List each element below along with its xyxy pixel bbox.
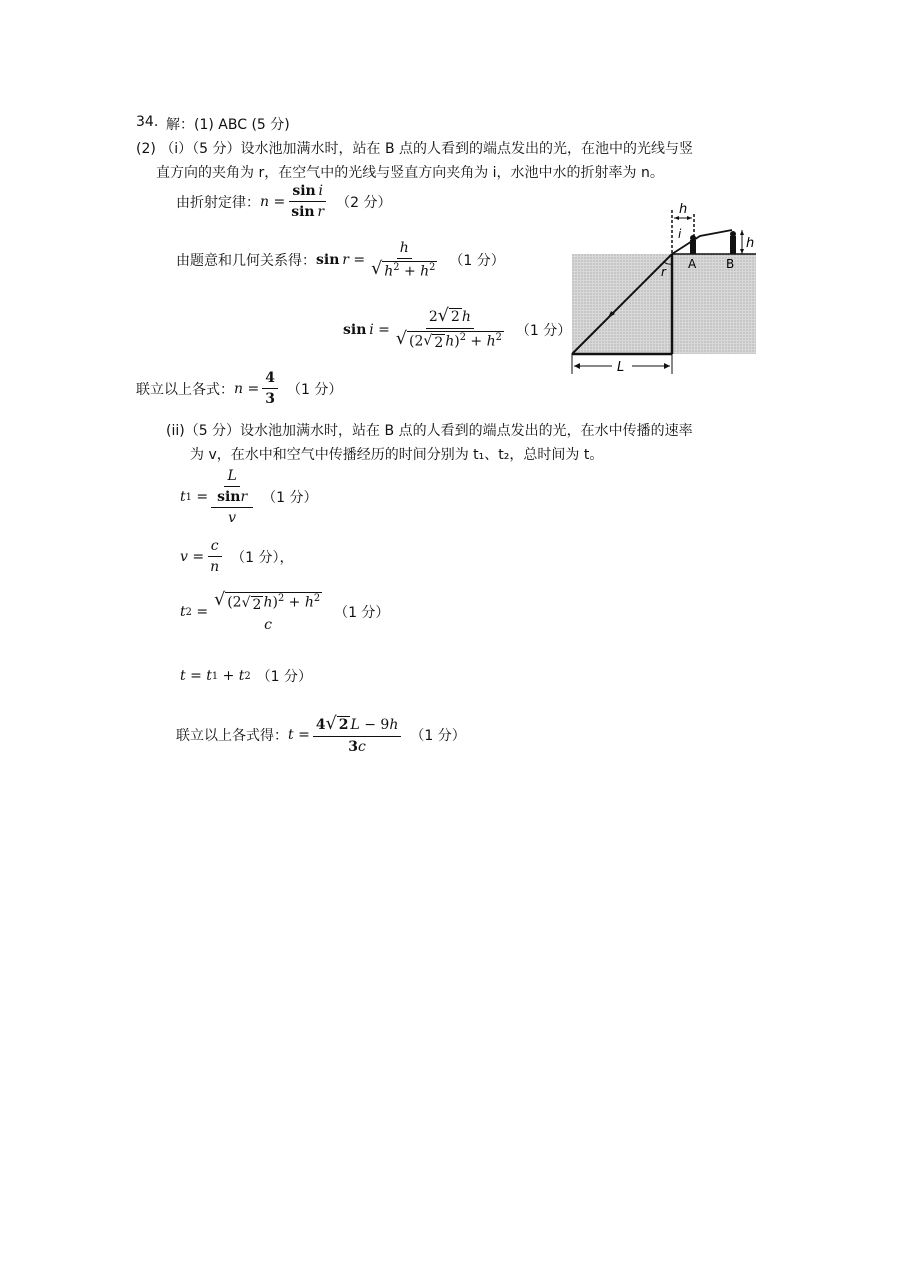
v-equation: v = $\frac{c}{n}$ （1 分）， — [180, 538, 294, 575]
t-sum-equation: t = t 1 + t 2 （1 分） — [180, 668, 313, 685]
part-ii-lead-line1: (ii)（5 分）设水池加满水时，站在 B 点的人看到的端点发出的光，在水中传播的速率 — [166, 423, 693, 439]
n-value-den: 3 — [265, 391, 275, 407]
snell-law-score: （2 分） — [336, 194, 392, 211]
label-i: i — [678, 227, 682, 241]
final-equation: 联立以上各式得： t = 4 √ 2 L − 9h 3c （1 分） — [176, 714, 466, 755]
t1-equation: t 1 = $\frac{\frac{L}{\sin r}}{v}$ （1 分） — [180, 468, 318, 526]
t2-equation: t 2 = √ (2 √ 2 $h)^2 + h^2$ c （1 分） — [180, 590, 390, 633]
part-ii-lead-line2: 为 v，在水中和空气中传播经历的时间分别为 t₁、t₂，总时间为 t。 — [190, 447, 604, 463]
part2-lead-line2: 直方向的夹角为 r，在空气中的光线与竖直方向夹角为 i，水池中水的折射率为 n。 — [156, 165, 664, 181]
sinr-equation: 由题意和几何关系得： sin r = h √ $h^2 + h^2$ （1 分） — [176, 240, 505, 280]
refraction-figure — [560, 200, 770, 380]
combine-label: 联立以上各式： — [136, 381, 234, 398]
label-A: A — [688, 257, 697, 271]
label-r: r — [661, 265, 666, 279]
label-h-top: h — [679, 202, 688, 217]
v-score: （1 分）， — [231, 549, 294, 566]
part2-lead-line1: (2) （i）（5 分）设水池加满水时，站在 B 点的人看到的端点发出的光，在池中的光线与竖 — [136, 141, 694, 157]
final-score: （1 分） — [410, 728, 466, 745]
snell-law-label: 由折射定律： — [176, 194, 260, 211]
part1-answer: 解：(1) ABC (5 分) — [166, 117, 290, 133]
label-L: L — [617, 360, 625, 375]
t-sum-score: （1 分） — [256, 669, 313, 685]
label-h-side: h — [746, 236, 755, 251]
n-value-num: 4 — [262, 370, 278, 389]
person-B — [730, 236, 736, 254]
final-label: 联立以上各式得： — [176, 728, 288, 745]
t1-score: （1 分） — [262, 490, 318, 506]
person-A — [690, 240, 696, 254]
sini-score: （1 分） — [515, 322, 572, 339]
snell-law-equation: 由折射定律： n = $\frac{\text{sin i}}{\text{sin r}}$ （2 分） — [176, 183, 392, 220]
sini-equation: sin i = 2 √ 2 h √ (2 √ 2 $h)^2 + h^2$ （1 分） — [343, 306, 572, 352]
combine-score: （1 分） — [286, 381, 343, 398]
combine-equation: 联立以上各式： n = $\frac{4}{3}$ （1 分） — [136, 370, 343, 407]
ground — [672, 254, 756, 354]
label-B: B — [726, 257, 735, 271]
question-number: 34. — [136, 114, 159, 130]
sinr-score: （1 分） — [449, 252, 505, 269]
t2-score: （1 分） — [334, 605, 390, 622]
geometry-label: 由题意和几何关系得： — [176, 252, 316, 269]
